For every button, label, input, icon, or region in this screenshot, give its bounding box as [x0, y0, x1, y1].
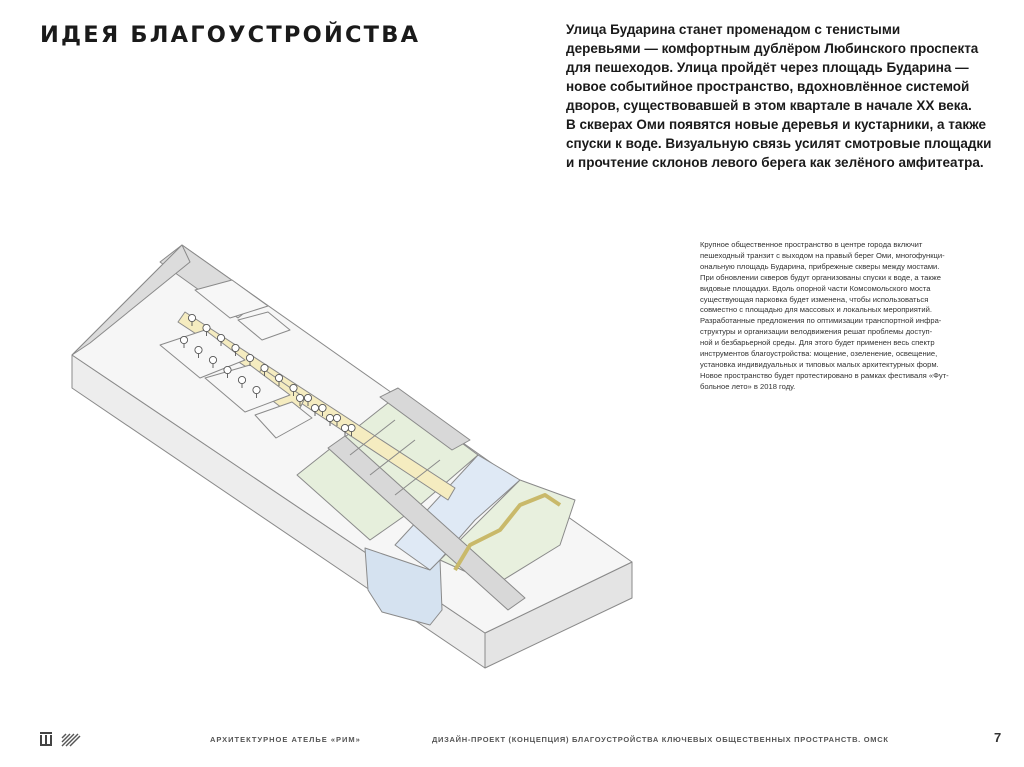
lead-line: деревьями — комфортным дублёром Любинского проспекта [566, 41, 979, 56]
lead-line: и прочтение склонов левого берега как зелёного амфитеатра. [566, 155, 984, 170]
body-line: Разработанные предложения по оптимизации транспортной инфра- [700, 316, 942, 326]
footer [0, 728, 1024, 750]
lead-line: Улица Бударина станет променадом с тенистыми [566, 22, 901, 37]
body-line: видовые площадки. Вдоль опорной части Комсомольского моста [700, 283, 931, 293]
body-line: установка индивидуальных и типовых малых архитектурных форм. [700, 359, 939, 369]
lead-line: новое событийное пространство, вдохновлённое системой [566, 79, 970, 94]
hatch-pattern-icon [62, 734, 80, 746]
body-line: инструментов благоустройства: мощение, озеленение, освещение, [700, 349, 938, 359]
studio-logo-icon [40, 732, 52, 746]
studio-name: АРХИТЕКТУРНОЕ АТЕЛЬЕ «РИМ» [210, 735, 361, 744]
body-line: ональную площадь Бударина, прибрежные скверы между мостами. [700, 261, 940, 271]
body-line: Крупное общественное пространство в центре города включит [700, 240, 923, 249]
page-number: 7 [994, 730, 1002, 745]
page-title: ИДЕЯ БЛАГОУСТРОЙСТВА [40, 22, 421, 48]
project-name: ДИЗАЙН-ПРОЕКТ (КОНЦЕПЦИЯ) БЛАГОУСТРОЙСТВА КЛЮЧЕВЫХ ОБЩЕСТВЕННЫХ ПРОСТРАНСТВ. ОМСК [432, 735, 889, 744]
body-line: ной и безбарьерной среды. Для этого будет применен весь спектр [700, 338, 935, 348]
body-line: структуры и организации велодвижения решат проблемы доступ- [700, 327, 933, 337]
body-line: больное лето» в 2018 году. [700, 381, 796, 391]
body-line: Новое пространство будет протестировано в рамках фестиваля «Фут- [700, 370, 949, 380]
lead-line: спуски к воде. Визуальную связь усилят смотровые площадки [566, 136, 992, 151]
lead-line: дворов, существовавшей в этом квартале в начале XX века. [566, 98, 972, 113]
body-line: существующая парковка будет изменена, чтобы использоваться [700, 294, 929, 304]
lead-line: для пешеходов. Улица пройдёт через площадь Бударина — [566, 60, 969, 75]
body-line: пешеходный транзит с выходом на правый берег Оми, многофункци- [700, 250, 945, 260]
lead-line: В скверах Оми появятся новые деревья и кустарники, а также [566, 117, 987, 132]
body-line: совместно с площадью для массовых и локальных мероприятий. [700, 305, 932, 315]
body-line: При обновлении скверов будут организованы спуски к воде, а также [700, 272, 941, 282]
